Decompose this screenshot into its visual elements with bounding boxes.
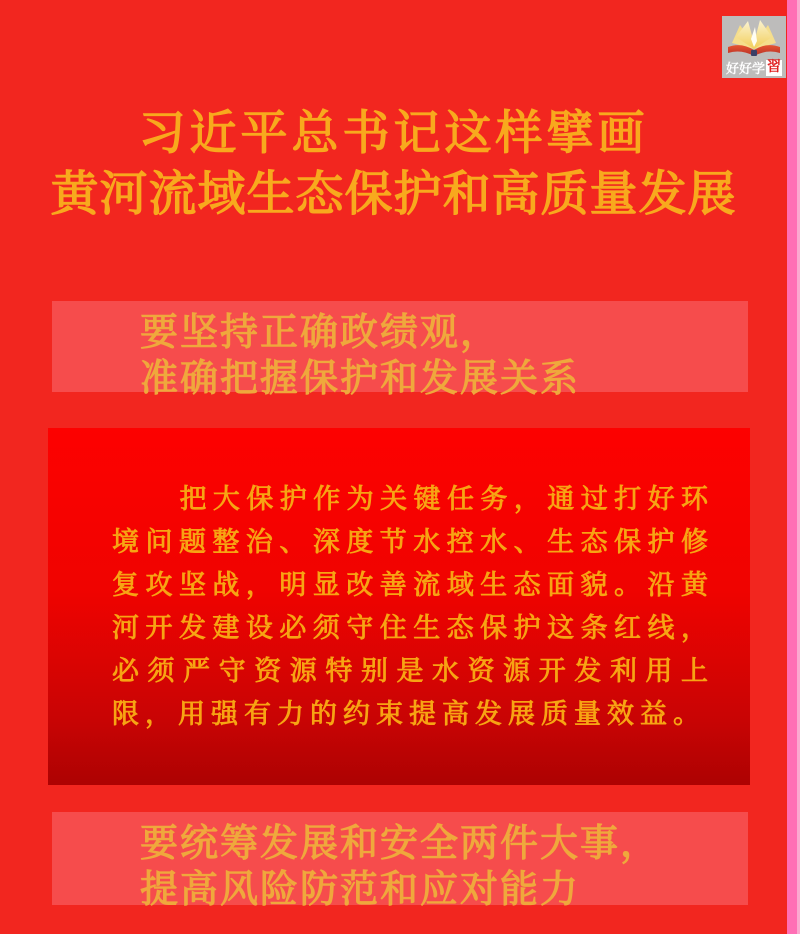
section-heading-2 — [52, 812, 748, 911]
right-border-strip — [787, 0, 800, 934]
section-heading-2-line-1: 要统筹发展和安全两件大事， — [140, 820, 661, 865]
title-line-1: 习近平总书记这样擘画 — [138, 106, 649, 161]
section-heading-1-line-1: 要坚持正确政绩观， — [140, 309, 501, 354]
section-heading-1 — [52, 301, 748, 400]
logo-label — [726, 60, 782, 76]
section-heading-2-line-2: 提高风险防范和应对能力 — [140, 866, 581, 911]
logo — [722, 16, 786, 78]
quote-body-box — [48, 428, 750, 785]
logo-xi-character: 習 — [767, 60, 781, 75]
title-line-2: 黄河流域生态保护和高质量发展 — [50, 166, 737, 222]
open-book-icon — [726, 19, 782, 59]
section-heading-1-line-2: 准确把握保护和发展关系 — [140, 355, 581, 400]
logo-text: 好好学 — [725, 60, 765, 76]
quote-paragraph: 把大保护作为关键任务，通过打好环境问题整治、深度节水控水、生态保护修复攻坚战，明显改善流域生态面貌。沿黄河开发建设必须守住生态保护这条红线，必须严守资源特别是水资源开发利用上限，用强有力的约束提高发展质量效益。 — [112, 484, 714, 730]
poster-title — [0, 104, 787, 224]
